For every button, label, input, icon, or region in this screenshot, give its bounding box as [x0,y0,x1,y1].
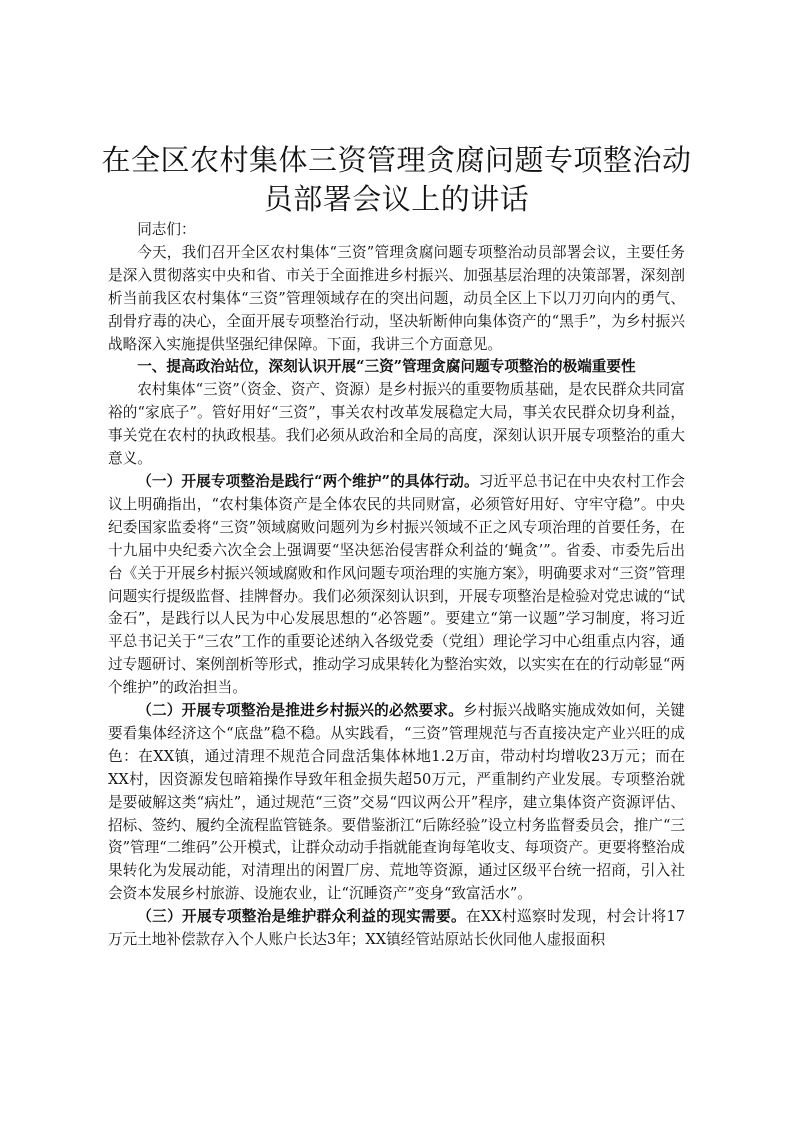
point-3-lead: （三）开展专项整治是维护群众利益的现实需要。 [137,908,466,926]
section-heading-1: 一、提高政治站位，深刻认识开展“三资”管理贪腐问题专项整治的极端重要性 [137,358,636,376]
intro-paragraph: 今天，我们召开全区农村集体“三资”管理贪腐问题专项整治动员部署会议，主要任务是深入贯彻落实中央和省、市关于全面推进乡村振兴、加强基层治理的决策部署，深刻剖析当前我区农村集体“三资”管理领域存在的突出问题，动员全区上下以刀刃向内的勇气、刮骨疗毒的决心，全面开展专项整治行动，坚决斩断伸向集体资产的“黑手”，为乡村振兴战略深入实施提供坚强纪律保障。下面，我讲三个方面意见。 [108,243,685,353]
point-1-paragraph [108,471,685,700]
point-3-paragraph [108,906,685,952]
point-3-text: 在XX村巡察时发现，村会计将17万元土地补偿款存入个人账户长达3年；XX镇经管站原站长伙同他人虚报面积 [108,908,685,949]
point-2-lead: （二）开展专项整治是推进乡村振兴的必然要求。 [137,702,464,720]
point-2-paragraph [108,700,685,906]
point-1-lead: （一）开展专项整治是践行“两个维护”的具体行动。 [137,472,479,490]
document-title: 在全区农村集体三资管理贪腐问题专项整治动员部署会议上的讲话 [101,143,692,216]
point-1-text: 习近平总书记在中央农村工作会议上明确指出，“农村集体资产是全体农民的共同财富，必须管好用好、守牢守稳”。中央纪委国家监委将“三资”领域腐败问题列为乡村振兴领域不正之风专项治理的首要任务，在十九届中央纪委六次全会上强调要“坚决惩治侵害群众利益的‘蝇贪’”。省委、市委先后出台《关于开展乡村振兴领域腐败和作风问题专项治理的实施方案》，明确要求对“三资”管理问题实行提级监督、挂牌督办。我们必须深刻认识到，开展专项整治是检验对党忠诚的“试金石”，是践行以人民为中心发展思想的“必答题”。要建立“第一议题”学习制度，将习近平总书记关于“三农”工作的重要论述纳入各级党委（党组）理论学习中心组重点内容，通过专题研讨、案例剖析等形式，推动学习成果转化为整治实效，以实实在在的行动彰显“两个维护”的政治担当。 [108,472,685,697]
document-body [108,219,685,952]
point-2-text: 乡村振兴战略实施成效如何，关键要看集体经济这个“底盘”稳不稳。从实践看，“三资”管理规范与否直接决定产业兴旺的成色：在XX镇，通过清理不规范合同盘活集体林地1.2万亩，带动村均增收23万元；而在XX村，因资源发包暗箱操作导致年租金损失超50万元，严重制约产业发展。专项整治就是要破解这类“病灶”，通过规范“三资”交易“四议两公开”程序，建立集体资产资源评估、招标、签约、履约全流程监管链条。要借鉴浙江“后陈经验”设立村务监督委员会，推广“三资”管理“二维码”公开模式，让群众动动手指就能查询每笔收支、每项资产。更要将整治成果转化为发展动能，对清理出的闲置厂房、荒地等资源，通过区级平台统一招商，引入社会资本发展乡村旅游、设施农业，让“沉睡资产”变身“致富活水”。 [108,702,685,903]
salutation: 同志们： [137,221,196,238]
section-1-paragraph: 农村集体“三资”（资金、资产、资源）是乡村振兴的重要物质基础，是农民群众共同富裕的“家底子”。管好用好“三资”，事关农村改革发展稳定大局，事关农民群众切身利益，事关党在农村的执政根基。我们必须从政治和全局的高度，深刻认识开展专项整治的重大意义。 [108,381,685,468]
